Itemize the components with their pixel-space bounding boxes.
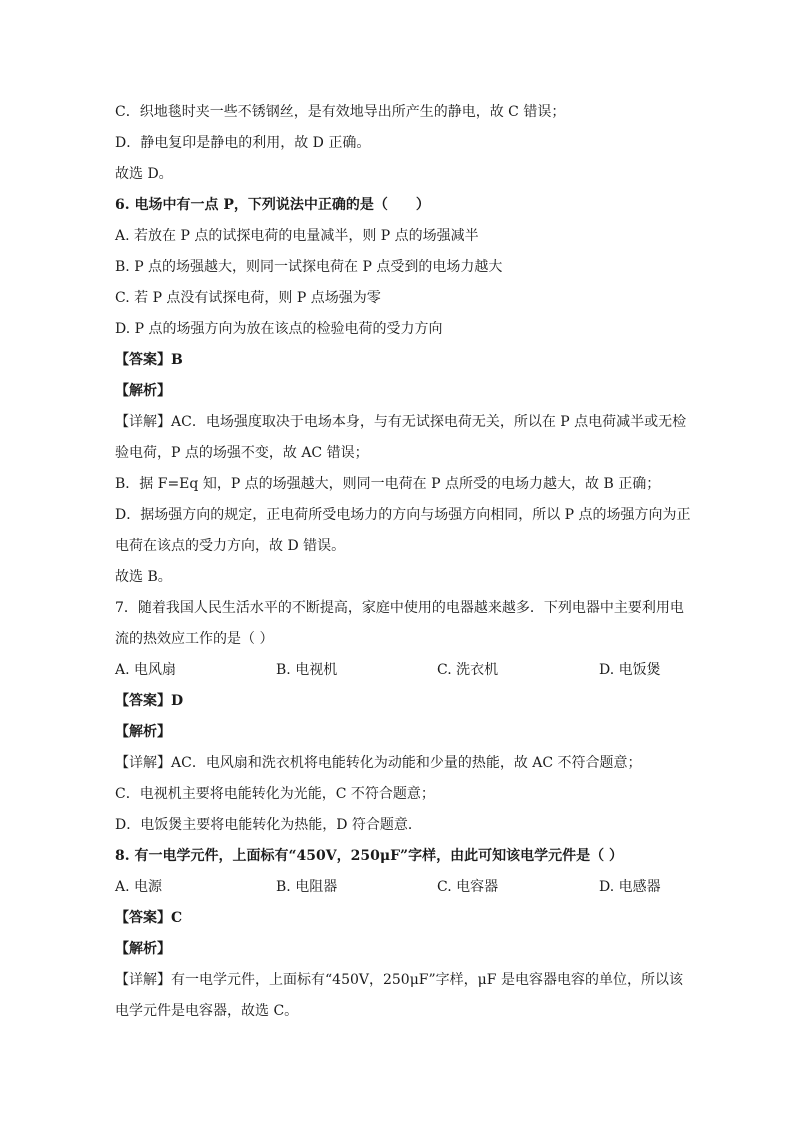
q6-option-a: A. 若放在 P 点的试探电荷的电量减半，则 P 点的场强减半 [115,228,479,244]
q6-stem: 6. 电场中有一点 P，下列说法中正确的是（ ） [115,197,430,213]
q7-detail-line: C．电视机主要将电能转化为光能，C 不符合题意； [115,786,435,802]
q5-option-c-explanation: C．织地毯时夹一些不锈钢丝，是有效地导出所产生的静电，故 C 错误； [115,104,566,120]
q8-detail-line: 【详解】有一电学元件，上面标有“450V，250μF”字样，μF 是电容器电容的单位，所以该 [115,972,683,988]
q7-option-c: C. 洗衣机 [437,662,499,678]
q7-stem-line: 流的热效应工作的是（ ） [115,631,274,647]
q6-option-b: B. P 点的场强越大，则同一试探电荷在 P 点受到的电场力越大 [115,259,503,275]
q8-option-a: A. 电源 [115,879,163,895]
q6-detail-line: 【详解】AC．电场强度取决于电场本身，与有无试探电荷无关，所以在 P 点电荷减半或无检 [115,414,687,430]
q7-option-b: B. 电视机 [276,662,338,678]
q5-option-d-explanation: D．静电复印是静电的利用，故 D 正确。 [115,135,371,151]
q7-stem-line: 7．随着我国人民生活水平的不断提高，家庭中使用的电器越来越多．下列电器中主要利用电 [115,600,684,616]
q7-options-row [115,660,675,680]
q6-option-c: C. 若 P 点没有试探电荷，则 P 点场强为零 [115,290,381,306]
q8-option-d: D. 电感器 [599,879,661,895]
q6-conclusion: 故选 B。 [115,569,172,585]
q7-detail-line: D．电饭煲主要将电能转化为热能，D 符合题意． [115,817,422,833]
q6-detail-line: B．据 F=Eq 知，P 点的场强越大，则同一电荷在 P 点所受的电场力越大，故 B 正确； [115,476,661,492]
q8-option-c: C. 电容器 [437,879,499,895]
q6-detail-line: D．据场强方向的规定，正电荷所受电场力的方向与场强方向相同，所以 P 点的场强方向为正 [115,507,691,523]
q8-options-row [115,877,675,897]
q8-detail-line: 电学元件是电容器，故选 C。 [115,1003,299,1019]
q7-analysis-label: 【解析】 [115,724,171,740]
q6-option-d: D. P 点的场强方向为放在该点的检验电荷的受力方向 [115,321,443,337]
q8-analysis-label: 【解析】 [115,941,171,957]
q8-answer: 【答案】C [115,910,183,926]
q6-detail-line: 验电荷，P 点的场强不变，故 AC 错误； [115,445,369,461]
q6-detail-line: 电荷在该点的受力方向，故 D 错误。 [115,538,346,554]
q7-answer: 【答案】D [115,693,184,709]
q7-option-d: D. 电饭煲 [599,662,661,678]
q5-conclusion: 故选 D。 [115,166,173,182]
q6-analysis-label: 【解析】 [115,383,171,399]
q7-detail-line: 【详解】AC．电风扇和洗衣机将电能转化为动能和少量的热能，故 AC 不符合题意； [115,755,642,771]
q7-option-a: A. 电风扇 [115,662,177,678]
q8-option-b: B. 电阻器 [276,879,338,895]
q8-stem: 8. 有一电学元件，上面标有“450V，250μF”字样，由此可知该电学元件是（ ） [115,848,623,864]
q6-answer: 【答案】B [115,352,183,368]
